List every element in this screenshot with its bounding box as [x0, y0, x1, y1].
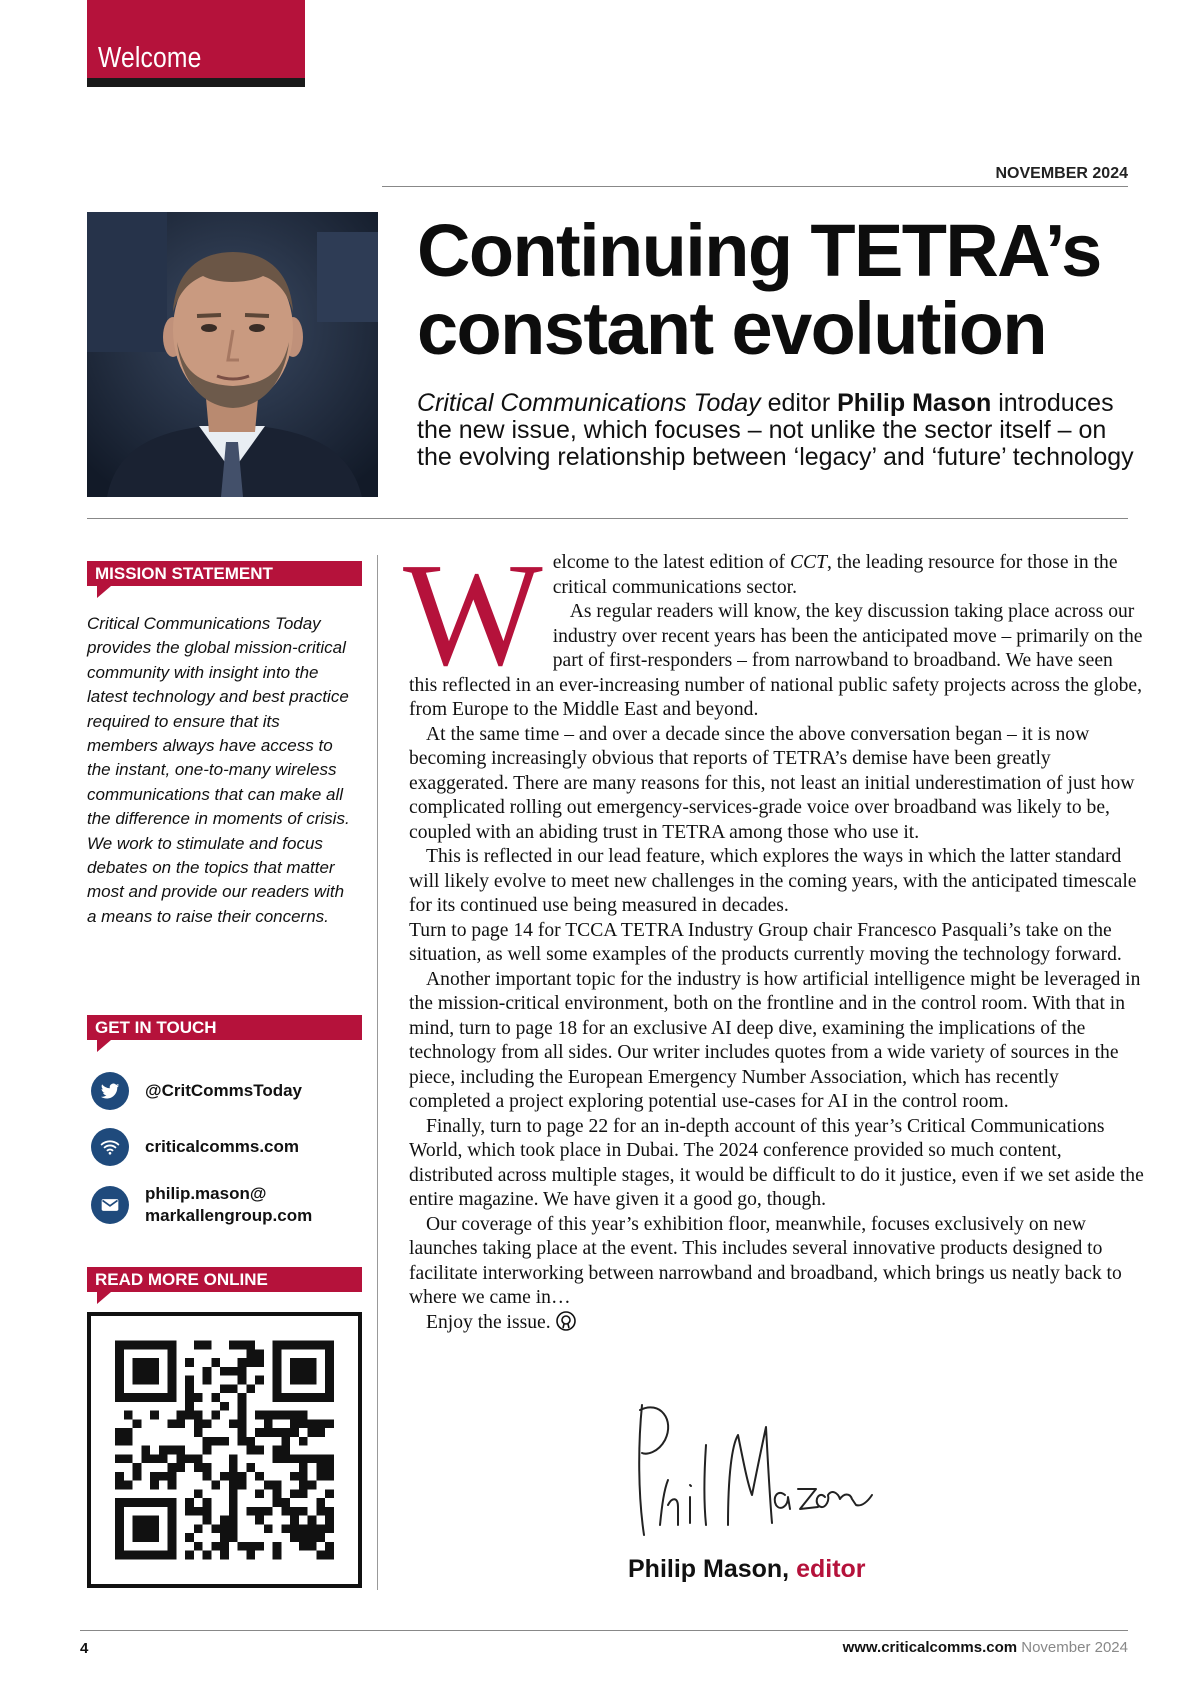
paragraph: Turn to page 14 for TCCA TETRA Industry Group chair Francesco Pasquali’s take on the situation, as well some examples of the products currently moving the technology forward. [409, 919, 1122, 965]
paragraph: Another important topic for the industry is how artificial intelligence might be leveraged in the mission-critical environment, both on the frontline and in the control room. With that in mind, turn to page 18 for an exclusive AI deep dive, examining the implications of the technology from all sides. Our writer includes quotes from a wide variety of sources in the piece, including the European Emergency Number Association, which has recently completed a project exploring potential use-cases for AI in the control room. [409, 968, 1141, 1112]
footer-url[interactable]: www.criticalcomms.com [842, 1639, 1018, 1656]
standfirst-text: introduces the new issue, which focuses – not unlike the sector itself – on the evolving relationship between ‘legacy’ and ‘future’ technology [417, 389, 1134, 471]
get-in-touch-heading: GET IN TOUCH [87, 1015, 362, 1040]
email-line-2: markallengroup.com [145, 1206, 313, 1225]
headline-line-2: constant evolution [417, 287, 1046, 370]
read-more-online-heading: READ MORE ONLINE [87, 1267, 362, 1292]
publication-name: Critical Communications Today [417, 389, 761, 417]
standfirst-role: editor [760, 389, 838, 417]
editor-portrait [87, 212, 378, 497]
editor-signature [620, 1385, 890, 1540]
paragraph: As regular readers will know, the key discussion taking place across our industry over recent years has been the anticipated move – primarily on the part of first-responders – from narrowband to broadband. We have seen this reflected in an ever-increasing number of national public safety projects across the globe, from Europe to the Middle East and beyond. [409, 601, 1143, 720]
paragraph: Welcome to the latest edition of CCT, the leading resource for those in the critical communications sector. [403, 533, 1118, 697]
column-divider [377, 555, 378, 1590]
email-line-1: philip.mason@ [145, 1184, 267, 1203]
wifi-icon[interactable] [91, 1128, 129, 1166]
paragraph: Our coverage of this year’s exhibition floor, meanwhile, focuses exclusively on new launches taking place at the event. This includes several innovative products designed to facilitate interworking between narrowband and broadband, which brings us neatly back to where we came in… [409, 1213, 1122, 1308]
footer-date: November 2024 [1017, 1639, 1128, 1656]
paragraph: Finally, turn to page 22 for an in-depth account of this year’s Critical Communications World, which took place in Dubai. The 2024 conference provided so much content, distributed across multiple stages, it would be difficult to do it justice, even if we set aside the entire magazine. We have given it a good go, though. [409, 1115, 1144, 1210]
article-body [403, 533, 1145, 1335]
twitter-handle[interactable]: @CritCommsToday [145, 1081, 303, 1100]
drop-cap: W [403, 533, 543, 697]
paragraph: This is reflected in our lead feature, which explores the ways in which the latter standard will likely evolve to meet new challenges in the coming years, with the anticipated timescale for its continued use being measured in decades. [409, 846, 1137, 916]
author-name: Philip Mason [837, 389, 992, 417]
end-mark-icon [556, 1311, 576, 1331]
mission-statement-text: Critical Communications Today provides the global mission-critical community with insight into the latest technology and best practice required to ensure that its members always have access to the instant, one-to-many wireless communications that can make all the difference in moments of crisis. We work to stimulate and focus debates on the topics that matter most and provide our readers with a means to raise their concerns. [87, 614, 350, 926]
signoff-name: Philip Mason, [628, 1555, 790, 1583]
qr-code[interactable] [87, 1312, 362, 1588]
issue-date: NOVEMBER 2024 [995, 165, 1128, 182]
email-icon[interactable] [91, 1186, 129, 1224]
email-address[interactable] [145, 1183, 312, 1227]
qr-code-image [115, 1340, 334, 1560]
signoff-role: editor [789, 1555, 866, 1583]
website-link[interactable]: criticalcomms.com [145, 1137, 300, 1156]
divider [382, 186, 1128, 187]
mission-statement-heading: MISSION STATEMENT [87, 561, 362, 586]
divider [80, 1630, 1128, 1631]
section-tab-label: Welcome [98, 42, 202, 74]
headline [417, 209, 1137, 370]
section-tab [87, 0, 305, 87]
footer-credit [843, 1639, 1128, 1656]
divider [87, 518, 1128, 519]
page-number: 4 [80, 1640, 89, 1657]
standfirst [417, 390, 1137, 471]
paragraph: Enjoy the issue. [409, 1311, 1145, 1336]
headline-line-1: Continuing TETRA’s [417, 209, 1101, 292]
paragraph: At the same time – and over a decade since the above conversation began – it is now becoming increasingly obvious that reports of TETRA’s demise have been greatly exaggerated. There are many reasons for this, not least an initial underestimation of just how complicated rolling out emergency-services-grade voice over broadband was likely to be, coupled with an abiding trust in TETRA among those who use it. [409, 723, 1135, 843]
signoff [628, 1555, 866, 1584]
twitter-icon[interactable] [91, 1072, 129, 1110]
